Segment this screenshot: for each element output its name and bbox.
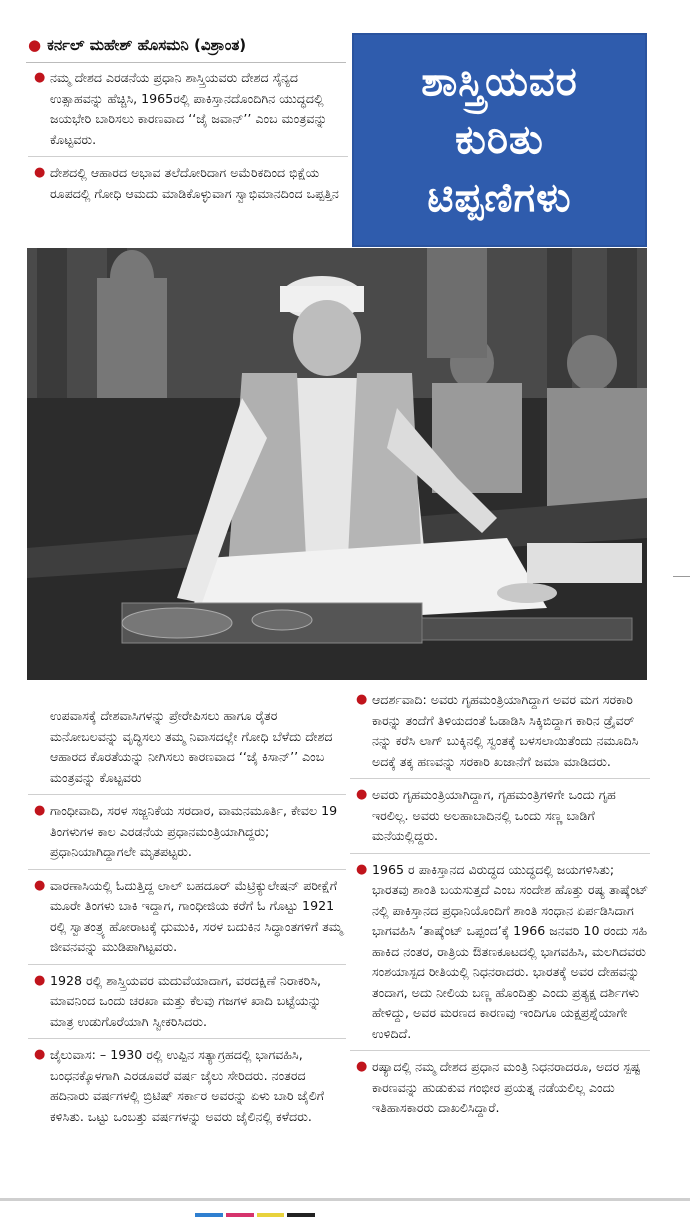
paragraph-text: ನಮ್ಮ ದೇಶದ ಎರಡನೆಯ ಪ್ರಧಾನಿ ಶಾಸ್ತ್ರಿಯವರು ದೇಶದ ಸೈನ್ಯದ ಉತ್ಸಾಹವನ್ನು ಹೆಚ್ಚಿಸಿ, 1965ರಲ್ಲಿ ಪಾಕಿಸ್ತಾನದೊಂದಿಗಿನ ಯುದ್ಧದಲ್ಲಿ ಜಯಭೇರಿ ಬಾರಿಸಲು ಕಾರಣವಾದ ‘‘ಜೈ ಜವಾನ್’’ ಎಂಬ ಮಂತ್ರವನ್ನು ಕೊಟ್ಟವರು. [50, 70, 328, 147]
bullet-dot: ● [34, 70, 46, 85]
paragraph-text: ರಷ್ಯಾದಲ್ಲಿ ನಮ್ಮ ದೇಶದ ಪ್ರಧಾನ ಮಂತ್ರಿ ನಿಧನರಾದರೂ, ಅದರ ಸ್ಪಷ್ಟ ಕಾರಣವನ್ನು ಹುಡುಕುವ ಗಂಭೀರ ಪ್ರಯತ್ನ ನಡೆಯಲಿಲ್ಲ ಎಂದು ಇತಿಹಾಸಕಾರರು ದಾಖಲಿಸಿದ್ದಾರೆ. [372, 1059, 641, 1115]
paragraph-text: ಅವರು ಗೃಹಮಂತ್ರಿಯಾಗಿದ್ದಾಗ, ಗೃಹಮಂತ್ರಿಗಳಿಗೇ ಒಂದು ಗೃಹ ಇರಲಿಲ್ಲ. ಅವರು ಅಲಹಾಬಾದಿನಲ್ಲಿ ಒಂದು ಸಣ್ಣ ಬಾಡಿಗೆ ಮನೆಯಲ್ಲಿದ್ದರು. [372, 787, 616, 843]
paragraph [28, 1045, 346, 1127]
paragraph-text: ಉಪವಾಸಕ್ಕೆ ದೇಶವಾಸಿಗಳನ್ನು ಪ್ರೇರೇಪಿಸಲು ಹಾಗೂ ರೈತರ ಮನೋಬಲವನ್ನು ವೃದ್ಧಿಸಲು ತಮ್ಮ ನಿವಾಸದಲ್ಲೇ ಗೋಧಿ ಬೆಳೆದು ದೇಶದ ಆಹಾರದ ಕೊರತೆಯನ್ನು ನೀಗಿಸಲು ಕಾರಣವಾದ ‘‘ಜೈ ಕಿಸಾನ್’’ ಎಂಬ ಮಂತ್ರವನ್ನು ಕೊಟ್ಟವರು [50, 708, 333, 785]
article-title: ಶಾಸ್ತ್ರಿಯವರ ಕುರಿತು ಟಿಪ್ಪಣಿಗಳು [421, 59, 578, 221]
paragraph [28, 68, 348, 150]
print-color-marks [195, 1213, 315, 1217]
bullet-dot: ● [356, 692, 368, 707]
paragraph-continuation [28, 706, 346, 788]
photo-illustration [27, 248, 647, 680]
divider [350, 853, 650, 854]
color-mark [226, 1213, 254, 1217]
photo-shastri-spinning-charkha [27, 248, 647, 680]
divider [350, 1050, 650, 1051]
bullet-dot: ● [356, 861, 368, 877]
byline [28, 36, 246, 54]
paragraph-text: 1965 ರ ಪಾಕಿಸ್ತಾನದ ವಿರುದ್ಧದ ಯುದ್ಧದಲ್ಲಿ ಜಯಗಳಿಸಿತು; ಭಾರತವು ಶಾಂತಿ ಬಯಸುತ್ತದೆ ಎಂಬ ಸಂದೇಶ ಹೊತ್ತು ರಷ್ಯ ತಾಷ್ಕೆಂಟ್ ನಲ್ಲಿ ಪಾಕಿಸ್ತಾನದ ಪ್ರಧಾನಿಯೊಂದಿಗೆ ಶಾಂತಿ ಸಂಧಾನ ಏರ್ಪಡಿಸಿದಾಗ ಭಾಗವಹಿಸಿ ‘ತಾಷ್ಕೆಂಟ್ ಒಪ್ಪಂದ’ಕ್ಕೆ 1966 ಜನವರಿ 10 ರಂದು ಸಹಿ ಹಾಕಿದ ನಂತರ, ರಾತ್ರಿಯ ಔತಣಕೂಟದಲ್ಲಿ ಭಾಗವಹಿಸಿ, ಮಲಗಿದವರು ಸಂಶಯಾಸ್ಪದ ರೀತಿಯಲ್ಲಿ ನಿಧನರಾದರು. ಭಾರತಕ್ಕೆ ಅವರ ದೇಹವನ್ನು ತಂದಾಗ, ಅದು ನೀಲಿಯ ಬಣ್ಣ ಹೊಂದಿತ್ತು ಎಂದು ಪ್ರತ್ಯಕ್ಷ ದರ್ಶಿಗಳು ಹೇಳಿದ್ದು, ಅವರ ಮರಣದ ಕಾರಣವು ಇಂದಿಗೂ ಯಕ್ಷಪ್ರಶ್ನೆಯಾಗೇ ಉಳಿದಿದೆ. [372, 861, 649, 1041]
paragraph [28, 163, 348, 204]
byline-divider [26, 62, 346, 63]
title-box [352, 33, 647, 247]
divider [28, 156, 348, 157]
paragraph-text: ವಾರಣಾಸಿಯಲ್ಲಿ ಓದುತ್ತಿದ್ದ ಲಾಲ್ ಬಹದೂರ್ ಮೆಟ್ರಿಕ್ಯುಲೇಷನ್ ಪರೀಕ್ಷೆಗೆ ಮೂರೇ ತಿಂಗಳು ಬಾಕಿ ಇದ್ದಾಗ, ಗಾಂಧೀಜಿಯ ಕರೆಗೆ ಓ ಗೊಟ್ಟು 1921 ರಲ್ಲಿ ಸ್ವಾತಂತ್ರ್ಯ ಹೋರಾಟಕ್ಕೆ ಧುಮುಕಿ, ಸರಳ ಬದುಕಿನ ಸಿದ್ಧಾಂತಗಳಿಗೆ ತಮ್ಮ ಜೀವನವನ್ನು ಮುಡಿಪಾಗಿಟ್ಟವರು. [50, 877, 343, 954]
margin-marker [673, 576, 690, 577]
bullet-dot: ● [34, 165, 46, 180]
paragraph-text: ಜೈಲುವಾಸ: – 1930 ರಲ್ಲಿ ಉಪ್ಪಿನ ಸತ್ಯಾಗ್ರಹದಲ್ಲಿ ಭಾಗವಹಿಸಿ, ಬಂಧನಕ್ಕೊಳಗಾಗಿ ಎರಡೂವರೆ ವರ್ಷ ಜೈಲು ಸೇರಿದರು. ನಂತರದ ಹದಿನಾರು ವರ್ಷಗಳಲ್ಲಿ ಬ್ರಿಟಿಷ್ ಸರ್ಕಾರ ಅವರನ್ನು ಏಳು ಬಾರಿ ಜೈಲಿಗೆ ಕಳಿಸಿತು. ಒಟ್ಟು ಒಂಬತ್ತು ವರ್ಷಗಳನ್ನು ಅವರು ಜೈಲಿನಲ್ಲಿ ಕಳೆದರು. [50, 1047, 325, 1124]
color-mark [195, 1213, 223, 1217]
bullet-dot: ● [356, 1059, 368, 1074]
bullet-dot: ● [28, 36, 42, 54]
bullet-dot: ● [34, 877, 46, 893]
footer-rule [0, 1198, 690, 1201]
bullet-dot: ● [356, 787, 368, 802]
color-mark [257, 1213, 285, 1217]
paragraph [350, 690, 650, 772]
paragraph-text: ಆದರ್ಶವಾದಿ: ಅವರು ಗೃಹಮಂತ್ರಿಯಾಗಿದ್ದಾಗ ಅವರ ಮಗ ಸರಕಾರಿ ಕಾರನ್ನು ತಂದೆಗೆ ತಿಳಿಯದಂತೆ ಓಡಾಡಿಸಿ ಸಿಕ್ಕಿಬಿದ್ದಾಗ ಕಾರಿನ ಡ್ರೈವರ್ ನನ್ನು ಕರೆಸಿ ಲಾಗ್ ಬುಕ್ಕಿನಲ್ಲಿ ಸ್ವಂತಕ್ಕೆ ಬಳಸಲಾಯಿತೆಂದು ನಮೂದಿಸಿ ಅದಕ್ಕೆ ತಕ್ಕ ಹಣವನ್ನು ಸರಕಾರಿ ಖಜಾನೆಗೆ ಜಮಾ ಮಾಡಿದರು. [372, 692, 639, 769]
paragraph [350, 785, 650, 847]
bottom-left-column [28, 706, 346, 1133]
paragraph [350, 860, 650, 1045]
bullet-dot: ● [34, 972, 46, 988]
paragraph [350, 1057, 650, 1119]
paragraph-text: 1928 ರಲ್ಲಿ ಶಾಸ್ತ್ರಿಯವರ ಮದುವೆಯಾದಾಗ, ವರದಕ್ಷಿಣೆ ನಿರಾಕರಿಸಿ, ಮಾವನಿಂದ ಒಂದು ಚರಖಾ ಮತ್ತು ಕೆಲವು ಗಜಗಳ ಖಾದಿ ಬಟ್ಟೆಯನ್ನು ಮಾತ್ರ ಉಡುಗೊರೆಯಾಗಿ ಸ್ವೀಕರಿಸಿದರು. [50, 972, 322, 1029]
bullet-dot: ● [34, 1047, 46, 1062]
paragraph-text: ದೇಶದಲ್ಲಿ ಆಹಾರದ ಅಭಾವ ತಲೆದೋರಿದಾಗ ಅಮೆರಿಕದಿಂದ ಭಿಕ್ಷೆಯ ರೂಪದಲ್ಲಿ ಗೋಧಿ ಆಮದು ಮಾಡಿಕೊಳ್ಳುವಾಗ ಸ್ವಾಭಿಮಾನದಿಂದ ಒಪ್ಪತ್ತಿನ [50, 165, 339, 201]
bottom-right-column [350, 690, 650, 1125]
divider [28, 964, 346, 965]
divider [28, 1038, 346, 1039]
divider [28, 869, 346, 870]
color-mark [287, 1213, 315, 1217]
divider [350, 778, 650, 779]
paragraph [28, 971, 346, 1033]
paragraph [28, 876, 346, 958]
top-left-column [28, 68, 348, 210]
paragraph [28, 801, 346, 863]
bullet-dot: ● [34, 803, 46, 818]
paragraph-text: ಗಾಂಧೀವಾದಿ, ಸರಳ ಸಜ್ಜನಿಕೆಯ ಸರದಾರ, ವಾಮನಮೂರ್ತಿ, ಕೇವಲ 19 ತಿಂಗಳುಗಳ ಕಾಲ ಎರಡನೆಯ ಪ್ರಧಾನಮಂತ್ರಿಯಾಗಿದ್ದರು; ಪ್ರಧಾನಿಯಾಗಿದ್ದಾಗಲೇ ಮೃತಪಟ್ಟರು. [50, 803, 338, 859]
author-name: ಕರ್ನಲ್ ಮಹೇಶ್ ಹೊಸಮನಿ (ವಿಶ್ರಾಂತ) [47, 36, 247, 54]
divider [28, 794, 346, 795]
